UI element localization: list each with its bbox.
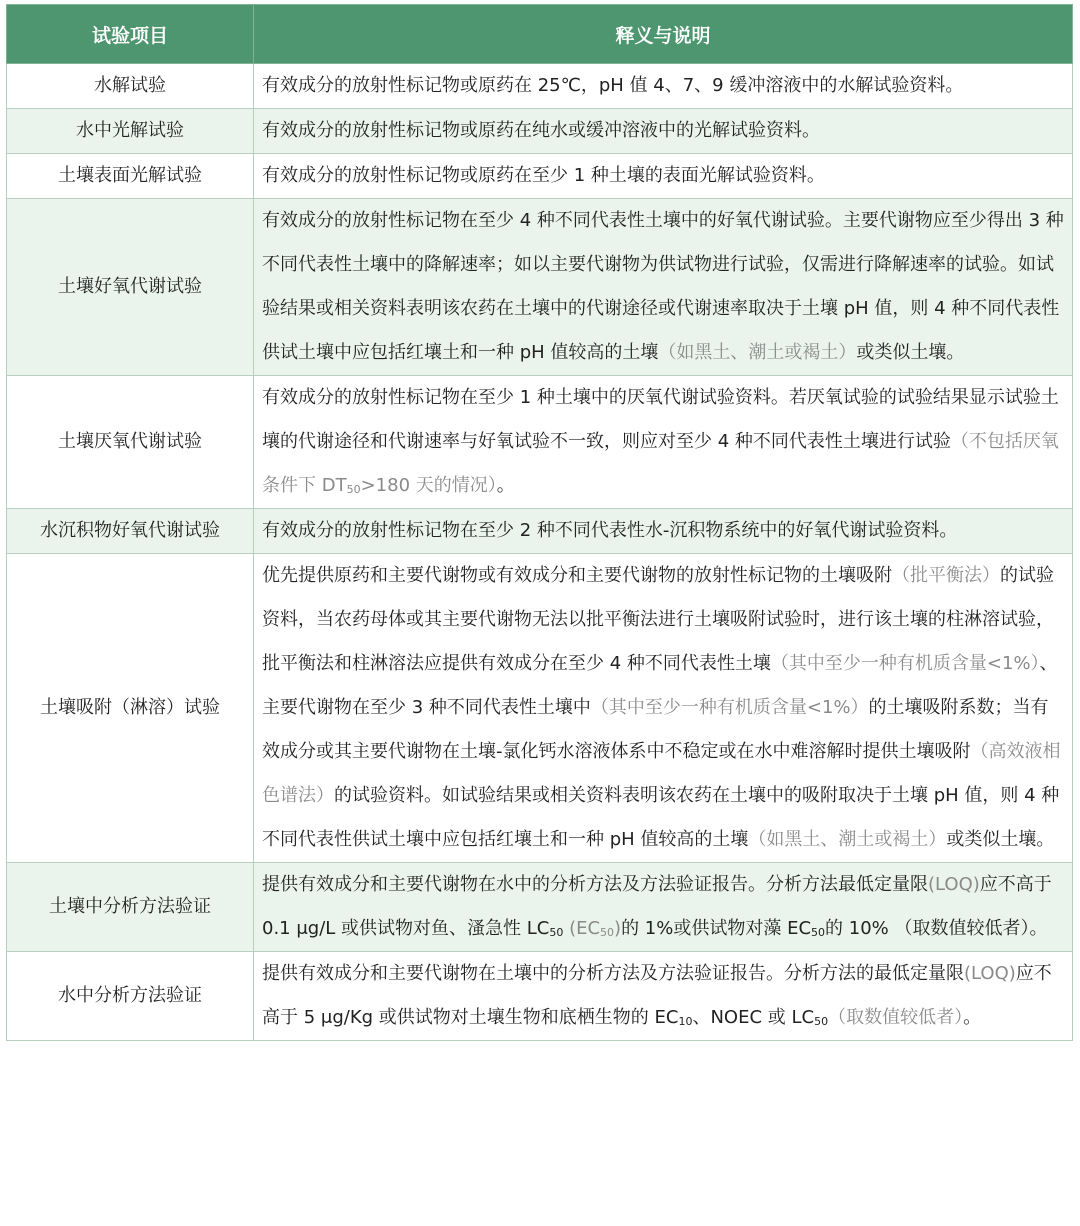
desc-subscript: 50 bbox=[346, 483, 361, 496]
desc-text: 或类似土壤。 bbox=[856, 342, 965, 363]
desc-text: 或类似土壤。 bbox=[946, 829, 1055, 850]
desc-text: 有效成分的放射性标记物或原药在 25℃，pH 值 4、7、9 缓冲溶液中的水解试验资料。 bbox=[262, 75, 964, 96]
desc-subscript: 50 bbox=[814, 1015, 829, 1028]
desc-text: 优先提供原药和主要代谢物或有效成分和主要代谢物的放射性标记物的土壤吸附 bbox=[262, 565, 892, 586]
desc-note: （如黑土、潮土或褐土） bbox=[658, 342, 857, 363]
row-name: 土壤吸附（淋溶）试验 bbox=[7, 554, 254, 863]
row-name: 土壤中分析方法验证 bbox=[7, 863, 254, 952]
row-name: 水沉积物好氧代谢试验 bbox=[7, 509, 254, 554]
row-desc bbox=[254, 376, 1073, 509]
table-header-row bbox=[7, 5, 1073, 64]
desc-text: 。 bbox=[496, 475, 515, 496]
desc-note: （取数值较低者） bbox=[828, 1007, 964, 1028]
desc-text: 有效成分的放射性标记物或原药在至少 1 种土壤的表面光解试验资料。 bbox=[262, 165, 825, 186]
table-row bbox=[7, 199, 1073, 376]
header-description: 释义与说明 bbox=[254, 5, 1073, 64]
desc-text: 的试验资料，当农药母体或其主要代谢物无法以批平衡法进行土壤吸附试验时，进行该土壤的柱淋溶试验，批平衡法和柱淋溶法应提供有效成分在至少 4 种不同代表性土壤 bbox=[262, 565, 1054, 674]
row-desc bbox=[254, 199, 1073, 376]
row-desc bbox=[254, 863, 1073, 952]
row-name: 水中分析方法验证 bbox=[7, 952, 254, 1041]
desc-text: 、主要代谢物在至少 3 种不同代表性土壤中 bbox=[262, 653, 1058, 718]
table-row bbox=[7, 952, 1073, 1041]
table-row bbox=[7, 64, 1073, 109]
desc-text: 提供有效成分和主要代谢物在土壤中的分析方法及方法验证报告。分析方法的最低定量限 bbox=[262, 963, 964, 984]
desc-text: 有效成分的放射性标记物在至少 4 种不同代表性土壤中的好氧代谢试验。主要代谢物应至少得出 3 种不同代表性土壤中的降解速率；如以主要代谢物为供试物进行试验，仅需进行降解速率的试验。如试验结果或相关资料表明该农药在土壤中的代谢途径或代谢速率取决于土壤 pH 值，则 4 种不同代表性供试土壤中应包括红壤土和一种 pH 值较高的土壤 bbox=[262, 210, 1064, 363]
row-desc bbox=[254, 952, 1073, 1041]
desc-text: 、NOEC 或 LC bbox=[692, 1007, 815, 1028]
row-desc bbox=[254, 64, 1073, 109]
table-row bbox=[7, 154, 1073, 199]
table-row bbox=[7, 509, 1073, 554]
desc-note: (EC bbox=[563, 918, 601, 939]
row-desc bbox=[254, 554, 1073, 863]
row-desc bbox=[254, 109, 1073, 154]
desc-text: 有效成分的放射性标记物在至少 1 种土壤中的厌氧代谢试验资料。若厌氧试验的试验结果显示试验土壤的代谢途径和代谢速率与好氧试验不一致，则应对至少 4 种不同代表性土壤进行试验 bbox=[262, 387, 1059, 452]
desc-note: >180 天的情况） bbox=[360, 475, 497, 496]
desc-text: 的试验资料。如试验结果或相关资料表明该农药在土壤中的吸附取决于土壤 pH 值，则 4 种不同代表性供试土壤中应包括红壤土和一种 pH 值较高的土壤 bbox=[262, 785, 1060, 850]
desc-text: 的土壤吸附系数；当有效成分或其主要代谢物在土壤-氯化钙水溶液体系中不稳定或在水中难溶解时提供土壤吸附 bbox=[262, 697, 1049, 762]
row-name: 水中光解试验 bbox=[7, 109, 254, 154]
desc-note: （其中至少一种有机质含量<1%） bbox=[590, 697, 869, 718]
desc-note: （高效液相色谱法） bbox=[262, 741, 1061, 806]
desc-note: （取数值较低者） bbox=[894, 918, 1030, 939]
table-row bbox=[7, 109, 1073, 154]
desc-subscript: 50 bbox=[811, 926, 826, 939]
row-desc bbox=[254, 509, 1073, 554]
desc-note: （其中至少一种有机质含量<1%） bbox=[770, 653, 1040, 674]
test-items-table bbox=[6, 4, 1073, 1041]
desc-text: 的 10% bbox=[825, 918, 895, 939]
desc-text: 有效成分的放射性标记物在至少 2 种不同代表性水-沉积物系统中的好氧代谢试验资料。 bbox=[262, 520, 958, 541]
table-row bbox=[7, 863, 1073, 952]
desc-text: 提供有效成分和主要代谢物在水中的分析方法及方法验证报告。分析方法最低定量限 bbox=[262, 874, 928, 895]
desc-note: （不包括厌氧条件下 DT bbox=[262, 431, 1059, 496]
desc-text: 应不高于 0.1 μg/L 或供试物对鱼、溞急性 LC bbox=[262, 874, 1052, 939]
desc-note: （如黑土、潮土或褐土） bbox=[748, 829, 947, 850]
desc-text: 应不高于 5 μg/Kg 或供试物对土壤生物和底栖生物的 EC bbox=[262, 963, 1052, 1028]
row-name: 土壤厌氧代谢试验 bbox=[7, 376, 254, 509]
row-name: 土壤表面光解试验 bbox=[7, 154, 254, 199]
row-desc bbox=[254, 154, 1073, 199]
desc-text: 的 1%或供试物对藻 EC bbox=[621, 918, 812, 939]
desc-subscript: 50 bbox=[549, 926, 564, 939]
table-row bbox=[7, 554, 1073, 863]
desc-text: 。 bbox=[963, 1007, 982, 1028]
desc-text: 有效成分的放射性标记物或原药在纯水或缓冲溶液中的光解试验资料。 bbox=[262, 120, 820, 141]
desc-note: (LOQ) bbox=[964, 963, 1016, 984]
desc-note: (LOQ) bbox=[928, 874, 980, 895]
table-row bbox=[7, 376, 1073, 509]
row-name: 土壤好氧代谢试验 bbox=[7, 199, 254, 376]
desc-subscript: 50 bbox=[600, 926, 615, 939]
desc-subscript: 10 bbox=[678, 1015, 693, 1028]
desc-note: ) bbox=[614, 918, 622, 939]
desc-note: （批平衡法） bbox=[892, 565, 1000, 586]
desc-text: 。 bbox=[1029, 918, 1048, 939]
header-test-item: 试验项目 bbox=[7, 5, 254, 64]
row-name: 水解试验 bbox=[7, 64, 254, 109]
